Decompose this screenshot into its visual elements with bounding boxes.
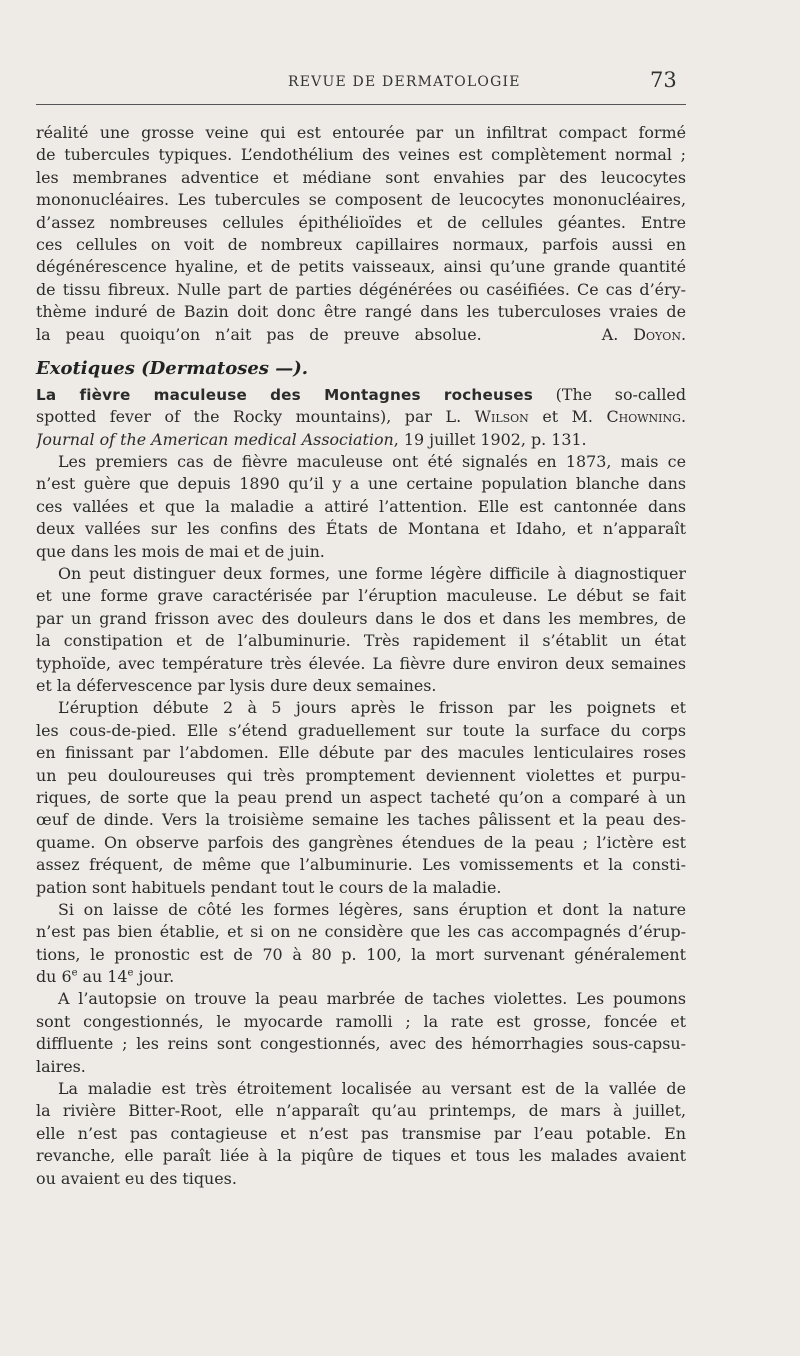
text-fragment: spotted fever of the Rocky mountains), par L. (36, 407, 475, 427)
text-line: quame. On observe parfois des gangrènes étendues de la peau ; l’ictère est (36, 832, 686, 852)
text-line: les membranes adventice et médiane sont envahies par des leucocytes (36, 167, 686, 187)
text-line: œuf de dinde. Vers la troisième semaine les taches pâlissent et la peau des- (36, 810, 686, 830)
journal-name: Journal of the American medical Association (36, 429, 394, 449)
text-line: n’est guère que depuis 1890 qu’il y a une certaine population blanche dans (36, 474, 686, 494)
text-line (36, 966, 686, 988)
text-line: La maladie est très étroitement localisée au versant est de la vallée de (58, 1079, 686, 1099)
text-line: pation sont habituels pendant tout le cours de la maladie. (36, 877, 502, 897)
text-line: laires. (36, 1056, 86, 1076)
text-line: thème induré de Bazin doit donc être rangé dans les tuberculoses vraies de (36, 302, 686, 322)
text-line: riques, de sorte que la peau prend un aspect tacheté qu’on a comparé à un (36, 787, 686, 807)
text-line: la constipation et de l’albuminurie. Très rapidement il s’établit un état (36, 631, 686, 651)
text-line: ces cellules on voit de nombreux capillaires normaux, parfois aussi en (36, 234, 686, 254)
text-line: de tubercules typiques. L’endothélium des veines est complètement normal ; (36, 145, 686, 165)
text-line: typhoïde, avec température très élevée. La fièvre dure environ deux semaines (36, 653, 686, 673)
text-fragment: jour. (133, 967, 175, 987)
reference-line (36, 384, 686, 406)
text-line-with-signature (36, 324, 686, 346)
text-line: les cous-de-pied. Elle s’étend graduellement sur toute la surface du corps (36, 720, 686, 740)
text-line: en finissant par l’abdomen. Elle débute par des macules lenticulaires roses (36, 743, 686, 763)
text-fragment: . (680, 407, 686, 427)
reference-line (36, 429, 686, 451)
text-line: A l’autopsie on trouve la peau marbrée de taches violettes. Les poumons (58, 989, 686, 1009)
superscript: e (71, 967, 78, 979)
paragraph (36, 563, 686, 697)
running-title: REVUE DE DERMATOLOGIE (288, 74, 521, 90)
author-name: Wilson (474, 407, 529, 427)
reference-line (36, 406, 686, 428)
text-line: tions, le pronostic est de 70 à 80 p. 100, la mort survenant généralement (36, 944, 686, 964)
text-line: et une forme grave caractérisée par l’éruption maculeuse. Le début se fait (36, 586, 686, 606)
text-line: revanche, elle paraît liée à la piqûre de tiques et tous les malades avaient (36, 1146, 686, 1166)
text-line: Les premiers cas de fièvre maculeuse ont été signalés en 1873, mais ce (58, 452, 686, 472)
text-line: d’assez nombreuses cellules épithélioïdes et de cellules géantes. Entre (36, 212, 686, 232)
text-line: de tissu fibreux. Nulle part de parties dégénérées ou caséifiées. Ce cas d’éry- (36, 279, 686, 299)
text-line: réalité une grosse veine qui est entourée par un infiltrat compact formé (36, 123, 686, 142)
text-line: ces vallées et que la maladie a attiré l’attention. Elle est cantonnée dans (36, 496, 686, 516)
text-fragment: (The so-called (532, 384, 686, 404)
text-fragment: du 6 (36, 967, 72, 987)
text-fragment: , 19 juillet 1902, p. 131. (393, 429, 587, 449)
text-line: L’éruption débute 2 à 5 jours après le frisson par les poignets et (58, 698, 686, 718)
text-line: deux vallées sur les confins des États de Montana et Idaho, et n’apparaît (36, 519, 686, 539)
running-header (36, 68, 686, 98)
text-fragment: et M. (528, 407, 607, 427)
article-title: La fièvre maculeuse des Montagnes rocheuses (36, 385, 533, 404)
section-heading: Exotiques (Dermatoses —). (36, 357, 308, 379)
text-line: par un grand frisson avec des douleurs dans le dos et dans les membres, de (36, 608, 686, 628)
header-rule (36, 104, 686, 105)
continuation-paragraph (36, 122, 686, 346)
text-line: On peut distinguer deux formes, une forme légère difficile à diagnostiquer (58, 564, 686, 584)
text-line: que dans les mois de mai et de juin. (36, 541, 325, 561)
text-fragment: la peau quoiqu’on n’ait pas de preuve absolue. (36, 324, 482, 344)
body-text (36, 122, 686, 1190)
text-line: mononucléaires. Les tubercules se composent de leucocytes mononucléaires, (36, 190, 686, 210)
text-line: n’est pas bien établie, et si on ne considère que les cas accompagnés d’érup- (36, 922, 686, 942)
article-reference (36, 384, 686, 451)
paragraph (36, 697, 686, 899)
text-line: et la défervescence par lysis dure deux semaines. (36, 675, 437, 695)
author-name: Chowning (606, 407, 681, 427)
text-line: dégénérescence hyaline, et de petits vaisseaux, ainsi qu’une grande quantité (36, 257, 686, 277)
page-number: 73 (650, 68, 677, 92)
text-line: la rivière Bitter-Root, elle n’apparaît qu’au printemps, de mars à juillet, (36, 1101, 686, 1121)
paragraph (36, 451, 686, 563)
paragraph (36, 899, 686, 989)
text-line: ou avaient eu des tiques. (36, 1168, 237, 1188)
paragraph (36, 1078, 686, 1190)
text-fragment: au 14 (77, 967, 128, 987)
signature: A. Doyon. (601, 324, 686, 344)
text-line: un peu douloureuses qui très promptement deviennent violettes et purpu- (36, 765, 686, 785)
text-line: Si on laisse de côté les formes légères, sans éruption et dont la nature (58, 899, 686, 919)
superscript: e (127, 967, 134, 979)
text-line: assez fréquent, de même que l’albuminurie. Les vomissements et la consti- (36, 855, 686, 875)
text-line: diffluente ; les reins sont congestionnés, avec des hémorrhagies sous-capsu- (36, 1034, 686, 1054)
text-line: sont congestionnés, le myocarde ramolli ; la rate est grosse, foncée et (36, 1011, 686, 1031)
text-line: elle n’est pas contagieuse et n’est pas transmise par l’eau potable. En (36, 1123, 686, 1143)
paragraph (36, 988, 686, 1078)
